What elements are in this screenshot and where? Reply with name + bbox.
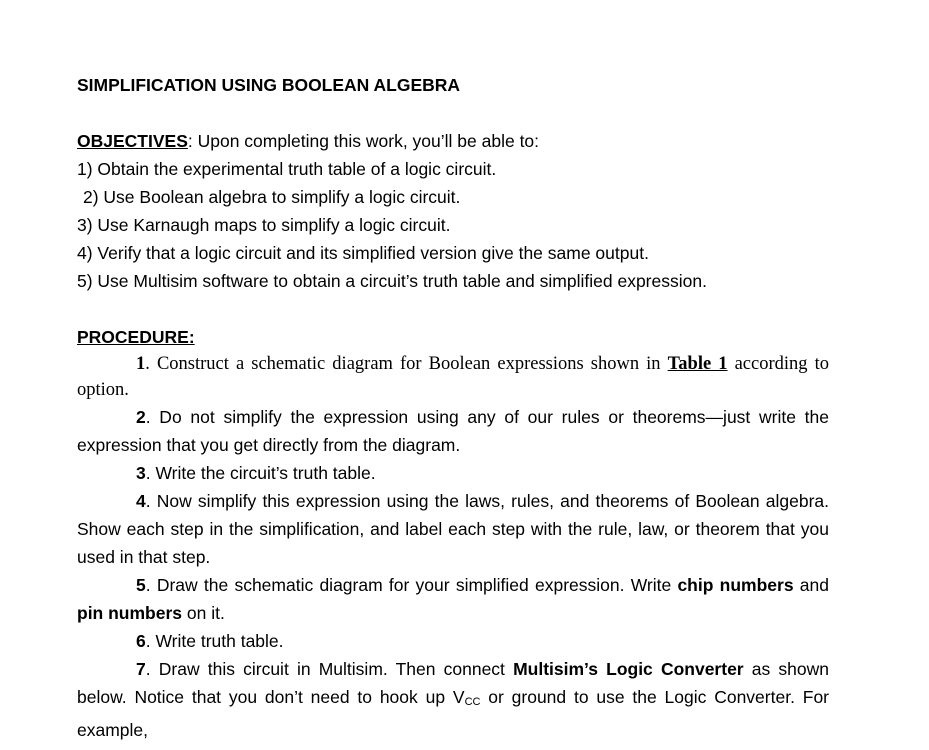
- step-number: 4: [136, 491, 146, 511]
- objective-item-3: 3) Use Karnaugh maps to simplify a logic circuit.: [77, 215, 451, 235]
- objectives-intro: : Upon completing this work, you’ll be able to:: [187, 131, 540, 151]
- spacer: [77, 295, 829, 323]
- procedure-step-3: [77, 459, 829, 487]
- step-text: . Write truth table.: [145, 631, 284, 651]
- step-number: 1: [136, 354, 146, 374]
- step-text: . Do not simplify the expression using any of our rules or theorems—just write the expression that you get directly from the diagram.: [77, 407, 829, 455]
- objective-item-1: 1) Obtain the experimental truth table of a logic circuit.: [77, 159, 497, 179]
- step-text: . Write the circuit’s truth table.: [145, 463, 376, 483]
- step-number: 7: [136, 659, 146, 679]
- procedure-step-2: [77, 403, 829, 459]
- document-page: [77, 71, 829, 744]
- step-text: as shown below. Notice that you don’t need to hook up V: [77, 659, 829, 707]
- procedure-step-5: [77, 571, 829, 627]
- step-text: . Construct a schematic diagram for Boolean expressions shown in: [145, 354, 668, 374]
- step-text: or ground to use the Logic Converter. For example,: [77, 687, 830, 740]
- step-number: 2: [136, 407, 146, 427]
- document-title: SIMPLIFICATION USING BOOLEAN ALGEBRA: [77, 75, 461, 95]
- objective-item-5: 5) Use Multisim software to obtain a circuit’s truth table and simplified expression.: [77, 271, 707, 291]
- procedure-step-7: [77, 655, 829, 744]
- step-text: according to option.: [77, 354, 829, 400]
- step-text: . Draw the schematic diagram for your simplified expression. Write: [145, 575, 678, 595]
- objective-item-2: 2) Use Boolean algebra to simplify a logic circuit.: [83, 187, 461, 207]
- procedure-step-1: [77, 351, 829, 403]
- step-text: . Draw this circuit in Multisim. Then connect: [145, 659, 514, 679]
- objectives-label: OBJECTIVES: [77, 131, 188, 151]
- procedure-step-4: [77, 487, 829, 571]
- step-text: on it.: [182, 603, 225, 623]
- chip-numbers-emphasis: chip numbers: [677, 575, 794, 595]
- procedure-step-6: [77, 627, 829, 655]
- logic-converter-emphasis: Multisim’s Logic Converter: [513, 659, 744, 679]
- step-number: 6: [136, 631, 146, 651]
- step-number: 5: [136, 575, 146, 595]
- table-1-reference: Table 1: [667, 354, 728, 374]
- step-text: and: [793, 575, 829, 595]
- objective-item-4: 4) Verify that a logic circuit and its simplified version give the same output.: [77, 243, 649, 263]
- pin-numbers-emphasis: pin numbers: [77, 603, 183, 623]
- step-number: 3: [136, 463, 146, 483]
- spacer: [77, 99, 829, 127]
- step-text: . Now simplify this expression using the laws, rules, and theorems of Boolean algebra. Show each step in the simplification, and label each step with the rule, law, or theorem that you used in that step.: [77, 491, 829, 567]
- procedure-label: PROCEDURE:: [77, 327, 195, 347]
- objectives-heading: [77, 127, 829, 155]
- vcc-subscript: CC: [464, 696, 481, 708]
